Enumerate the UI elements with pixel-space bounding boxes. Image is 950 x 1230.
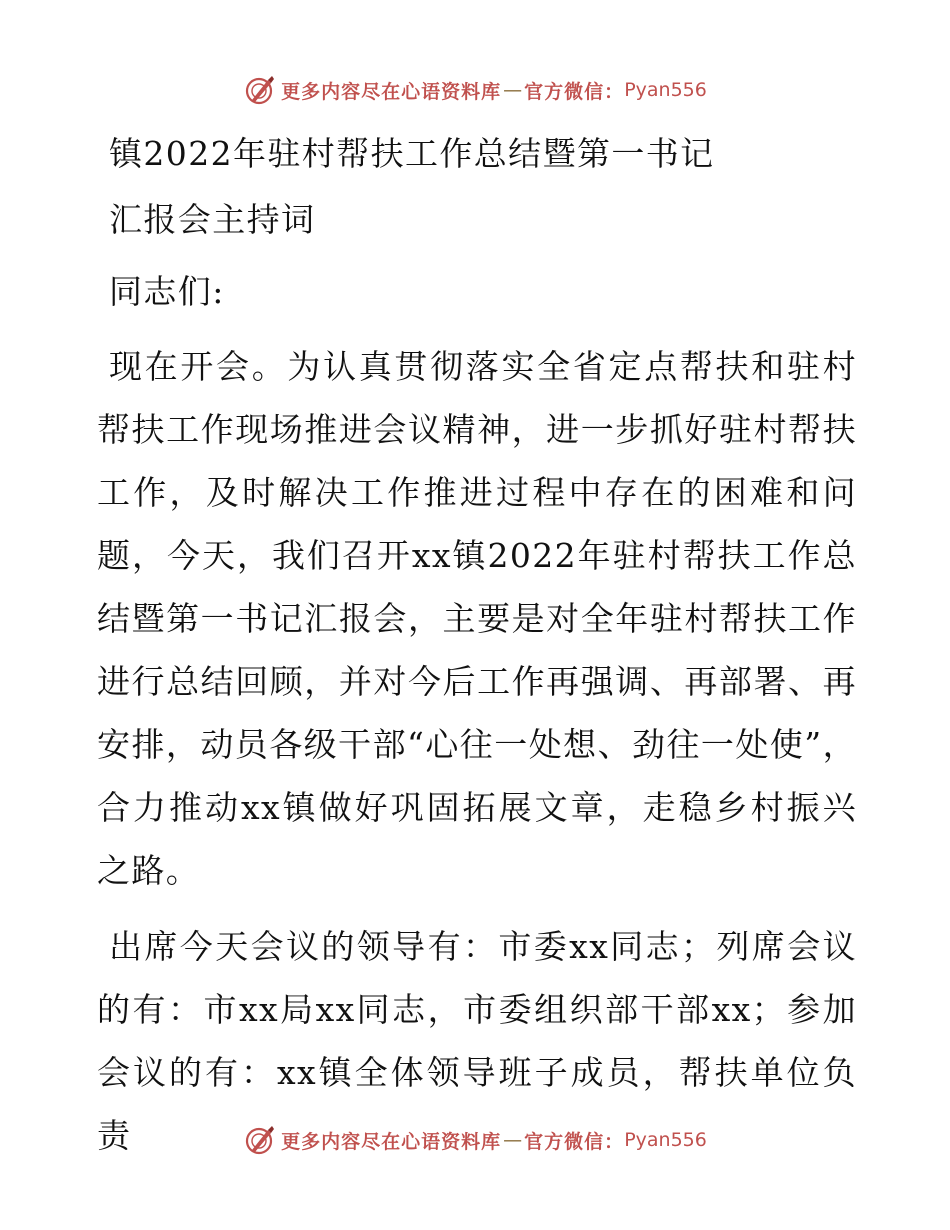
pen-logo-icon bbox=[243, 74, 275, 106]
watermark-separator: — bbox=[503, 79, 523, 101]
paragraph-1: 现在开会。为认真贯彻落实全省定点帮扶和驻村帮扶工作现场推进会议精神，进一步抓好驻村帮扶工作，及时解决工作推进过程中存在的困难和问题，今天，我们召开xx镇2022年驻村帮扶工作总结暨第一书记汇报会，主要是对全年驻村帮扶工作进行总结回顾，并对今后工作再强调、再部署、再安排，动员各级干部“心往一处想、劲往一处使”，合力推动xx镇做好巩固拓展文章，走稳乡村振兴之路。 bbox=[97, 347, 857, 890]
watermark-footer bbox=[0, 1120, 950, 1160]
watermark-header bbox=[0, 70, 950, 110]
document-title-line-2: 汇报会主持词 bbox=[109, 200, 316, 239]
watermark-contact-label: 官方微信： bbox=[524, 80, 625, 103]
watermark-separator: — bbox=[503, 1129, 523, 1151]
watermark-text: 更多内容尽在心语资料库 bbox=[281, 80, 502, 103]
salutation: 同志们: bbox=[109, 272, 225, 311]
pen-logo-icon bbox=[243, 1124, 275, 1156]
watermark-contact-label: 官方微信： bbox=[524, 1130, 625, 1153]
watermark-contact-id: Pyan556 bbox=[624, 1129, 707, 1151]
document-title-line-1: 镇2022年驻村帮扶工作总结暨第一书记 bbox=[109, 134, 715, 173]
watermark-text: 更多内容尽在心语资料库 bbox=[281, 1130, 502, 1153]
watermark-contact-id: Pyan556 bbox=[624, 79, 707, 101]
paragraph-2: 出席今天会议的领导有：市委xx同志；列席会议的有：市xx局xx同志，市委组织部干部xx；参加会议的有：xx镇全体领导班子成员，帮扶单位负责 bbox=[97, 927, 857, 1155]
document-body bbox=[97, 122, 857, 1167]
